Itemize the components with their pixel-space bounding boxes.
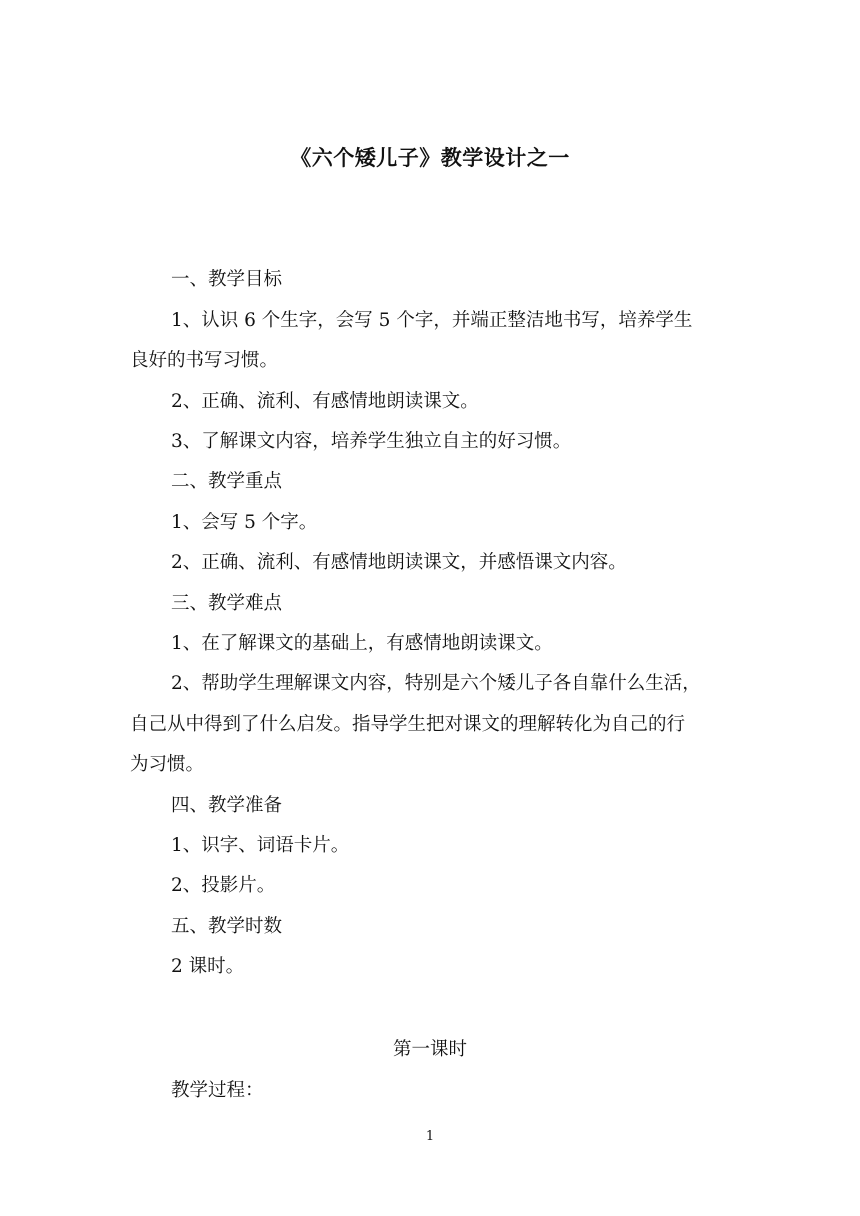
section-heading-preparation: 四、教学准备	[171, 795, 283, 816]
section-heading-difficulties: 三、教学难点	[171, 593, 283, 614]
document-title: 《六个矮儿子》教学设计之一	[290, 145, 570, 170]
paragraph-line: 2、帮助学生理解课文内容，特别是六个矮儿子各自靠什么生活，	[171, 673, 701, 694]
paragraph-line: 1、识字、词语卡片。	[171, 835, 350, 856]
section-heading-class-hours: 五、教学时数	[171, 916, 283, 937]
paragraph-line: 2、投影片。	[171, 875, 276, 896]
section-heading-objectives: 一、教学目标	[171, 269, 283, 290]
section-heading-key-points: 二、教学重点	[171, 471, 283, 492]
paragraph-line: 为习惯。	[130, 754, 205, 775]
page-number: 1	[425, 1129, 435, 1144]
paragraph-line: 1、认识 6 个生字，会写 5 个字，并端正整洁地书写，培养学生	[171, 310, 693, 331]
paragraph-line: 2、正确、流利、有感情地朗读课文，并感悟课文内容。	[171, 552, 627, 573]
paragraph-line: 3、了解课文内容，培养学生独立自主的好习惯。	[171, 431, 572, 452]
paragraph-line: 2 课时。	[171, 956, 245, 977]
paragraph-line: 自己从中得到了什么启发。指导学生把对课文的理解转化为自己的行	[130, 714, 686, 735]
lesson-heading: 第一课时	[392, 1039, 467, 1060]
paragraph-line: 1、会写 5 个字。	[171, 512, 318, 533]
paragraph-line: 1、在了解课文的基础上，有感情地朗读课文。	[171, 633, 553, 654]
teaching-process-label: 教学过程：	[171, 1080, 264, 1101]
paragraph-line: 2、正确、流利、有感情地朗读课文。	[171, 391, 479, 412]
paragraph-line: 良好的书写习惯。	[130, 350, 279, 371]
